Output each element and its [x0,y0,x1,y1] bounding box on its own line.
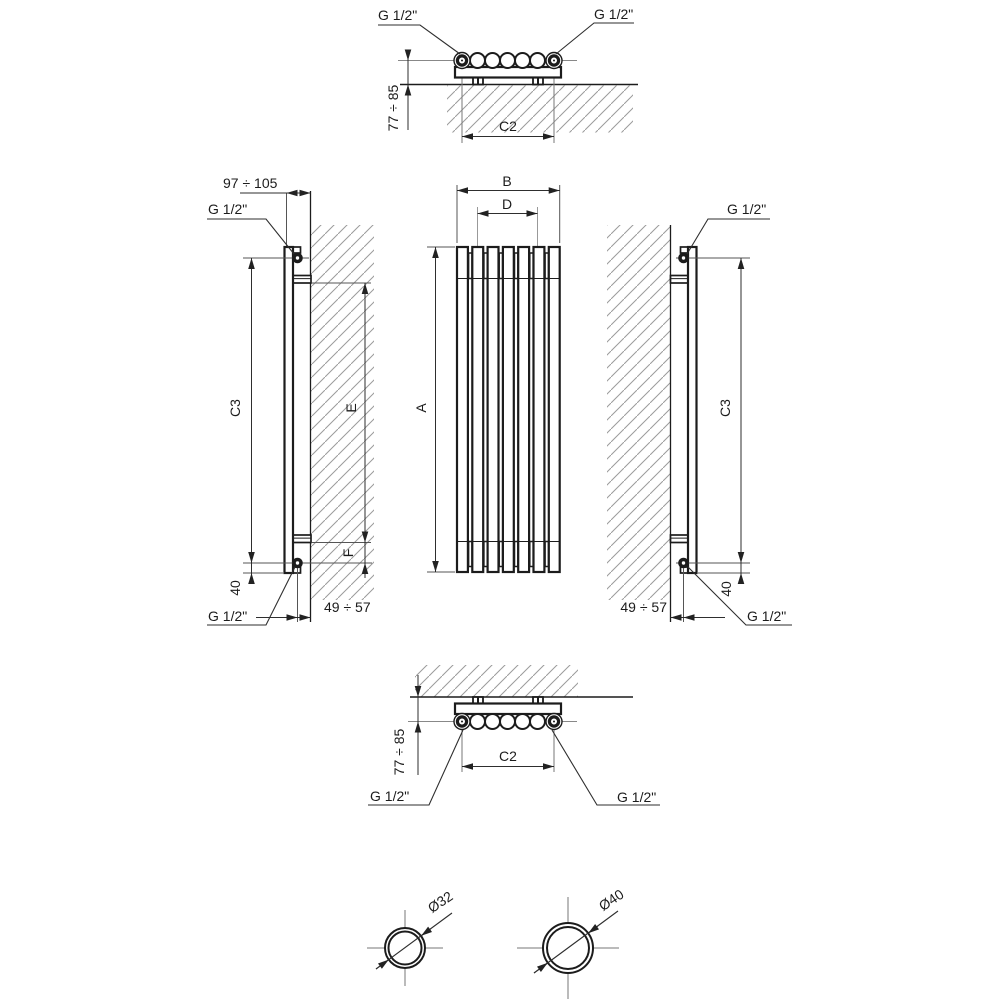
inlet-label-top: G 1/2" [208,201,248,217]
mounting-bracket [293,535,311,543]
dim-arrow [588,926,598,933]
inlet-label-right: G 1/2" [594,6,634,22]
dim-label-b: B [502,173,512,189]
inlet-label-right: G 1/2" [617,789,657,805]
connection-center [461,721,463,723]
tube-circle [500,714,515,729]
tube-circle [485,714,500,729]
wall-hatch [415,665,578,697]
leader-line [687,219,770,254]
tube [503,247,514,572]
tube-circle [515,53,530,68]
connection-dot-center [296,561,299,564]
dim-label-width: C2 [499,118,517,134]
dim-bottom-offset-40 [227,563,283,596]
tube [518,247,529,572]
dim-label-depth: 97 ÷ 105 [223,175,278,191]
dim-label-depth: 77 ÷ 85 [391,728,407,776]
view-left [207,175,374,625]
dim-centers-c3 [227,258,252,563]
dim-height-a [413,247,455,572]
radiator-profile [285,247,294,573]
dim-axis-d [478,196,538,214]
wall-hatch [607,225,670,600]
tube-circle [530,714,545,729]
tube-circle [485,53,500,68]
tube-circle [530,53,545,68]
detail-circle-40 [517,886,627,999]
tube-circle [470,714,485,729]
tube [534,247,545,572]
tube-circle [515,714,530,729]
wall-hatch [447,86,633,133]
collector-bar [455,704,561,715]
diameter-label-32: Ø32 [424,887,456,916]
leader-line [556,23,634,54]
dim-label-f: F [340,548,356,558]
dim-label-depth: 77 ÷ 85 [385,84,401,132]
dim-depth-77-85 [385,50,408,131]
connection-center [461,60,463,62]
tube [549,247,560,572]
connection-dot-center [682,256,685,259]
mounting-bracket [293,276,311,284]
view-right [607,201,792,625]
view-bottom [368,665,660,805]
dim-label-40: 40 [227,580,243,596]
dim-label-c3: C3 [717,399,733,417]
detail-circle-32 [367,888,456,986]
leader-line [207,219,294,254]
diameter-label-40: Ø40 [595,885,627,914]
connection-dot-center [296,256,299,259]
tube-circle [500,53,515,68]
inlet-label-left: G 1/2" [370,788,410,804]
dim-label-49-57: 49 ÷ 57 [620,599,667,615]
inlet-label-left: G 1/2" [378,7,418,23]
dim-arrow [376,960,389,969]
dim-label-c3: C3 [227,399,243,417]
dim-centers-c3 [717,258,741,563]
radiator-tubes [457,247,560,572]
view-top [378,6,638,143]
dim-label-e: E [343,403,359,413]
dim-label-49-57: 49 ÷ 57 [324,599,371,615]
dim-width-c2 [462,748,554,767]
dim-label-width: C2 [499,748,517,764]
dim-depth-77-85 [391,675,418,775]
connection-center [553,721,555,723]
leader-line [378,25,460,54]
dim-arrow [421,929,431,936]
tube [472,247,483,572]
dim-arrow [534,963,548,973]
dim-label-a: A [413,403,429,413]
inlet-label-bottom: G 1/2" [747,608,787,624]
connection-center [553,60,555,62]
radiator-profile [688,247,697,573]
inlet-label-bottom: G 1/2" [208,608,248,624]
mounting-bracket [671,276,689,284]
connection-dot-center [682,561,685,564]
mounting-bracket [671,535,689,543]
tube [488,247,499,572]
dim-bottom-offset-40 [698,563,750,597]
inlet-label-top: G 1/2" [727,201,767,217]
view-front [413,173,560,572]
tube [457,247,468,572]
tube-circle [470,53,485,68]
dim-label-40: 40 [718,581,734,597]
dim-label-d: D [501,196,513,212]
